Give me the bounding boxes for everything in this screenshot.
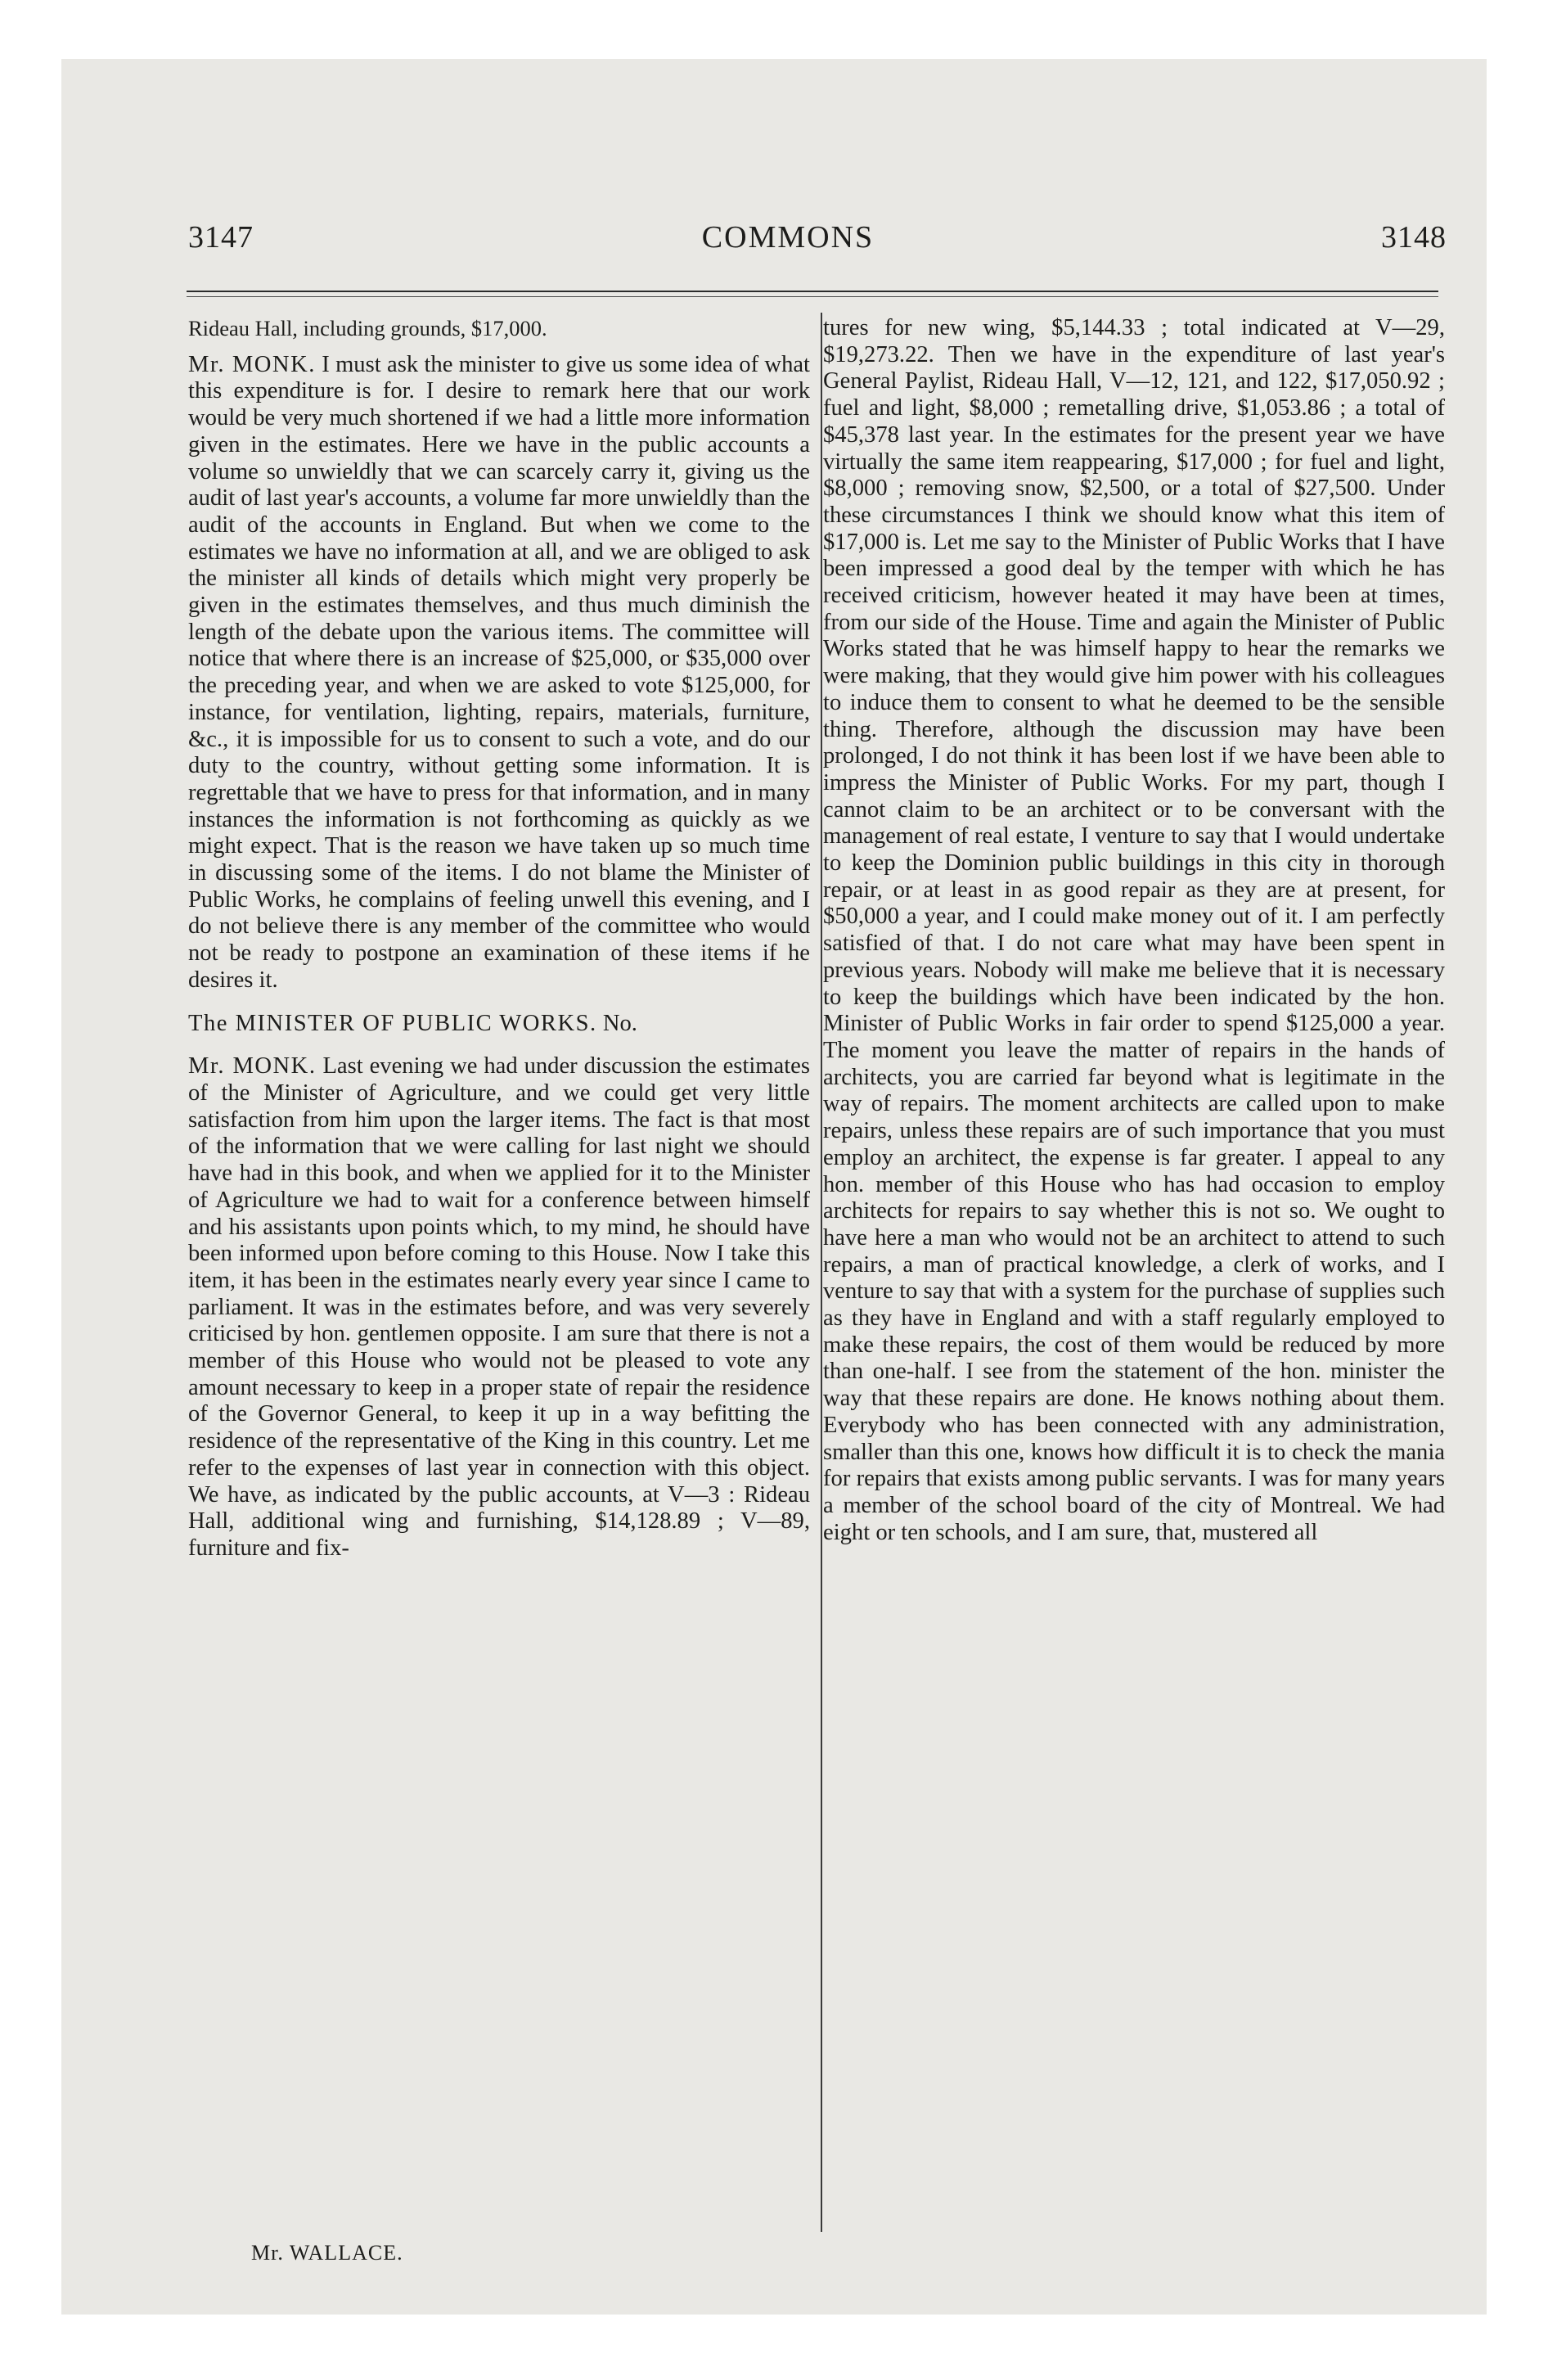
paragraph-text: I must ask the minister to give us some idea of what this expenditure is for. I desire to remark here that our work would be very much shortened if we had a little more information given in the estimates. Here we have in the public accounts a volume so unwieldly that we can scarcely carry it, giving us the audit of last year's accounts, a volume far more unwieldly than the audit of the accounts in England. But when we come to the estimates we have no information at all, and we are obliged to ask the minister all kinds of details which might very properly be given in the estimates themselves, and thus much diminish the length of the debate upon the various items. The committee will notice that where there is an increase of $25,000, or $35,000 over the preceding year, and when we are asked to vote $125,000, for instance, for ventilation, lighting, repairs, materials, furniture, &c., it is impossible for us to consent to such a vote, and do our duty to the country, without getting some information. It is regrettable that we have to press for that information, and in many instances the information is not forthcoming as quickly as we might expect. That is the reason we have taken up so much time in discussing some of the items. I do not blame the Minister of Public Works, he complains of feeling unwell this evening, and I do not believe there is any member of the committee who would not be ready to postpone an examination of these items if he desires it. [188,351,810,993]
running-head: COMMONS [701,220,875,255]
paragraph [188,352,810,994]
speaker-name: The MINISTER OF PUBLIC WORKS. [188,1010,597,1036]
page-number-left: 3147 [188,220,254,255]
paragraph-text: tures for new wing, $5,144.33 ; total indicated at V—29, $19,273.22. Then we have in the expenditure of last year's General Paylist, Rideau Hall, V—12, 121, and 122, $17,050.92 ; fuel and light, $8,000 ; remetalling drive, $1,053.86 ; a total of $45,378 last year. In the estimates for the present year we have virtually the same item reappearing, $17,000 ; for fuel and light, $8,000 ; removing snow, $2,500, or a total of $27,500. Under these circumstances I think we should know what this item of $17,000 is. Let me say to the Minister of Public Works that I have been impressed a good deal by the temper with which he has received criticism, however heated it may have been at times, from our side of the House. Time and again the Minister of Public Works stated that he was himself happy to hear the remarks we were making, that they would give him power with his colleagues to induce them to consent to what he deemed to be the sensible thing. Therefore, although the discussion may have been prolonged, I do not think it has been lost if we have been able to impress the Minister of Public Works. For my part, though I cannot claim to be an architect or to be conversant with the management of real estate, I venture to say that I would undertake to keep the Dominion public buildings in this city in thorough repair, or at least in as good repair as they are at present, for $50,000 a year, and I could make money out of it. I am perfectly satisfied of that. I do not care what may have been spent in previous years. Nobody will make me believe that it is necessary to keep the buildings which have been indicated by the hon. Minister of Public Works in fair order to spend $125,000 a year. The moment you leave the matter of repairs in the hands of architects, you are carried far beyond what is legitimate in the way of repairs. The moment architects are called upon to make repairs, unless these repairs are of such importance that you must employ an architect, the expense is far greater. I appeal to any hon. member of this House who has had occasion to employ architects for repairs to say whether this is not so. We ought to have here a man who would not be an architect to attend to such repairs, a man of practical knowledge, a clerk of works, and I venture to say that with a system for the purchase of supplies such as they have in England and with a staff regularly employed to make these repairs, the cost of them would be reduced by more than one-half. I see from the statement of the hon. minister the way that these repairs are done. He knows nothing about them. Everybody who has been connected with any administration, smaller than this one, knows how difficult it is to check the mania for repairs that exists among public servants. I was for many years a member of the school board of the city of Montreal. We had eight or ten schools, and I am sure, that, mustered all [823,315,1445,1545]
speaker-name: Mr. MONK. [188,1053,317,1080]
paragraph-text: Last evening we had under discussion the estimates of the Minister of Agriculture, and we could get very little satisfaction from him upon the larger items. The fact is that most of the information that we were calling for last night we should have had in this book, and when we applied for it to the Minister of Agriculture we had to wait for a conference between himself and his assistants upon points which, to my mind, he should have been informed upon before coming to this House. Now I take this item, it has been in the estimates nearly every year since I came to parliament. It was in the estimates before, and was very severely criticised by hon. gentlemen opposite. I am sure that there is not a member of this House who would not be pleased to vote any amount necessary to keep in a proper state of repair the residence of the Governor General, to keep it up in a way befitting the residence of the representative of the King in this country. Let me refer to the expenses of last year in connection with this object. We have, as indicated by the public accounts, at V—3 : Rideau Hall, additional wing and furnishing, $14,128.89 ; V—89, furniture and fix- [188,1053,810,1561]
item-heading: Rideau Hall, including grounds, $17,000. [188,316,547,340]
column-divider [821,313,822,2232]
page-number-right: 3148 [1381,220,1447,255]
paragraph [823,315,1445,1546]
right-column [823,315,1445,2271]
header-rule [187,291,1438,292]
speaker-name: Mr. MONK. [188,351,316,377]
paragraph [188,1053,810,1562]
paragraph-text: No. [602,1010,637,1036]
page-header [129,219,1447,268]
left-column [188,315,810,2271]
header-rule-secondary [187,296,1438,297]
next-speaker-footer: Mr. WALLACE. [251,2241,403,2265]
paragraph [188,1011,810,1038]
